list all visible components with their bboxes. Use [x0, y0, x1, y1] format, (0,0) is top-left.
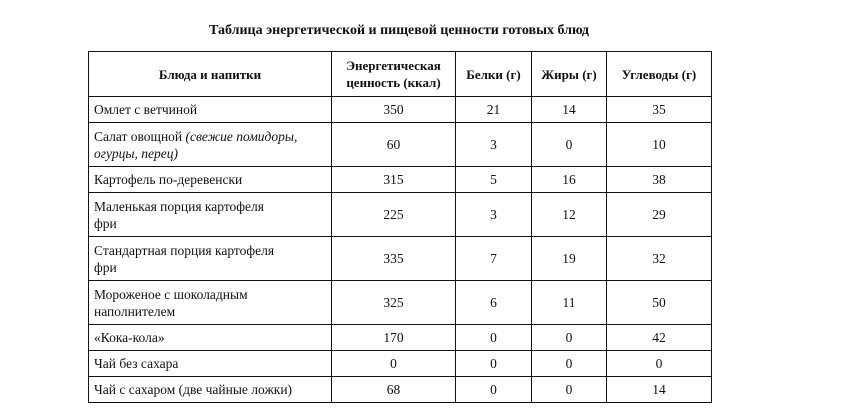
dish-cell: [89, 377, 332, 403]
dish-name: Картофель по-деревенски: [94, 172, 243, 187]
carbs-cell: 42: [607, 325, 712, 351]
header-carbs: Углеводы (г): [607, 52, 712, 97]
table-header-row: [89, 52, 712, 97]
protein-cell: 0: [456, 377, 532, 403]
table-row: [89, 97, 712, 123]
header-energy: [332, 52, 456, 97]
header-energy-line2: ценность (ккал): [346, 75, 441, 90]
fat-cell: 11: [532, 281, 607, 325]
dish-cell: [89, 193, 332, 237]
dish-cell: [89, 237, 332, 281]
dish-name: Омлет с ветчиной: [94, 102, 198, 117]
protein-cell: 3: [456, 193, 532, 237]
protein-cell: 5: [456, 167, 532, 193]
carbs-cell: 38: [607, 167, 712, 193]
header-protein: Белки (г): [456, 52, 532, 97]
fat-cell: 16: [532, 167, 607, 193]
kcal-cell: 225: [332, 193, 456, 237]
protein-cell: 3: [456, 123, 532, 167]
kcal-cell: 335: [332, 237, 456, 281]
nutrition-table: [88, 51, 712, 403]
kcal-cell: 325: [332, 281, 456, 325]
fat-cell: 0: [532, 123, 607, 167]
table-row: [89, 123, 712, 167]
dish-name: Стандартная порция картофеля: [94, 242, 275, 258]
dish-cell: [89, 123, 332, 167]
dish-cell: [89, 97, 332, 123]
table-row: [89, 351, 712, 377]
dish-name-cont: фри: [94, 215, 117, 231]
carbs-cell: 10: [607, 123, 712, 167]
table-row: [89, 167, 712, 193]
dish-name: Салат овощной: [94, 128, 183, 144]
fat-cell: 12: [532, 193, 607, 237]
dish-name: Мороженое с шоколадным: [94, 286, 248, 302]
dish-name: Чай с сахаром (две чайные ложки): [94, 382, 293, 397]
dish-cell: [89, 325, 332, 351]
protein-cell: 0: [456, 351, 532, 377]
dish-note: (свежие помидоры, огурцы, перец): [94, 128, 298, 161]
dish-name: Маленькая порция картофеля: [94, 198, 264, 214]
table-row: [89, 377, 712, 403]
kcal-cell: 68: [332, 377, 456, 403]
kcal-cell: 350: [332, 97, 456, 123]
carbs-cell: 35: [607, 97, 712, 123]
protein-cell: 6: [456, 281, 532, 325]
table-row: [89, 193, 712, 237]
fat-cell: 19: [532, 237, 607, 281]
kcal-cell: 0: [332, 351, 456, 377]
table-row: [89, 325, 712, 351]
dish-cell: [89, 281, 332, 325]
protein-cell: 21: [456, 97, 532, 123]
header-energy-line1: Энергетическая: [346, 58, 441, 73]
header-fat: Жиры (г): [532, 52, 607, 97]
dish-cell: [89, 351, 332, 377]
fat-cell: 0: [532, 377, 607, 403]
carbs-cell: 29: [607, 193, 712, 237]
table-row: [89, 237, 712, 281]
table-row: [89, 281, 712, 325]
dish-cell: [89, 167, 332, 193]
carbs-cell: 14: [607, 377, 712, 403]
carbs-cell: 0: [607, 351, 712, 377]
dish-name-cont: фри: [94, 259, 117, 275]
table-title: Таблица энергетической и пищевой ценности готовых блюд: [209, 23, 589, 38]
dish-name-cont: наполнителем: [94, 303, 176, 319]
protein-cell: 0: [456, 325, 532, 351]
dish-name: Чай без сахара: [94, 356, 179, 371]
fat-cell: 0: [532, 351, 607, 377]
kcal-cell: 60: [332, 123, 456, 167]
carbs-cell: 50: [607, 281, 712, 325]
kcal-cell: 170: [332, 325, 456, 351]
carbs-cell: 32: [607, 237, 712, 281]
kcal-cell: 315: [332, 167, 456, 193]
fat-cell: 0: [532, 325, 607, 351]
dish-name: «Кока-кола»: [94, 330, 165, 345]
header-dish: Блюда и напитки: [89, 52, 332, 97]
protein-cell: 7: [456, 237, 532, 281]
fat-cell: 14: [532, 97, 607, 123]
